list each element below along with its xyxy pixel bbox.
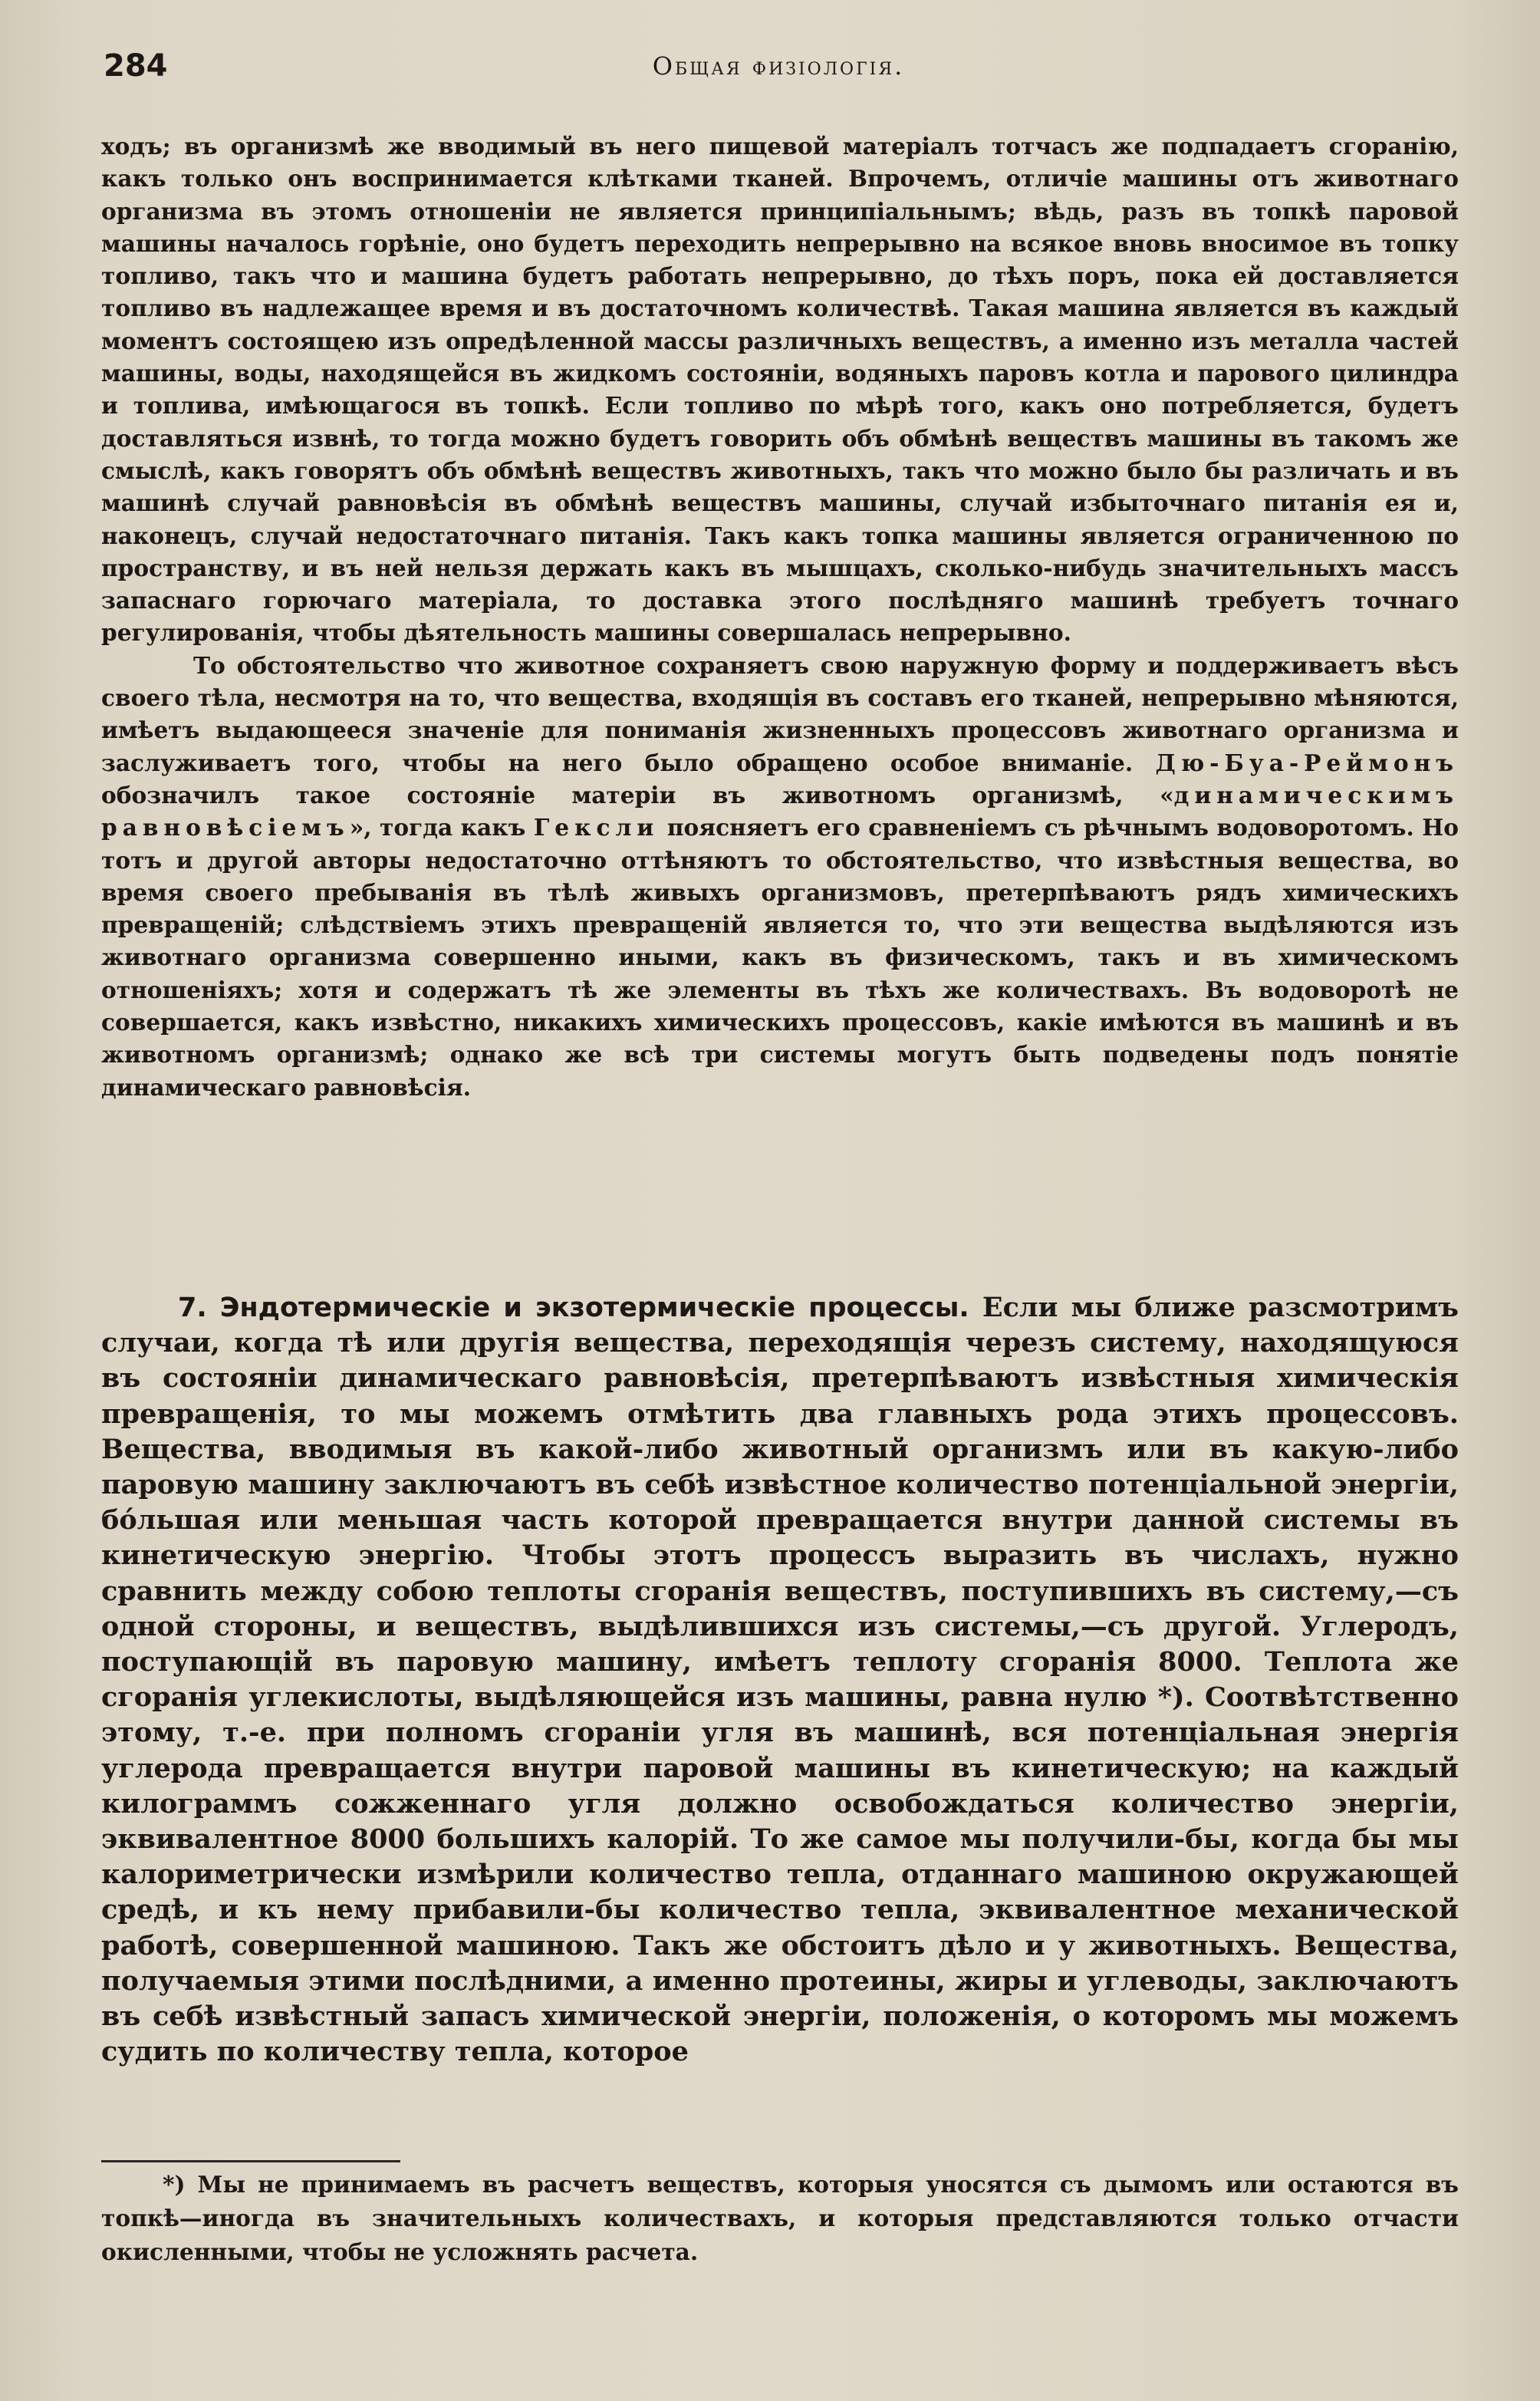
section-text: Если мы ближе разсмотримъ случаи, когда тѣ или другія вещества, переходящія черезъ систему, находящуюся въ состояніи динамическаго равновѣсія, претерпѣваютъ извѣстныя химическія превращенія, то мы можемъ отмѣтить два главныхъ рода этихъ процессовъ. Вещества, вводимыя въ какой-либо животный организмъ или въ какую-либо паровую машину заключаютъ въ себѣ извѣстное количество потенціальной энергіи, бóльшая или меньшая часть которой превращается внутри данной системы въ кинетическую энергію. Чтобы этотъ процессъ выразить въ числахъ, нужно сравнить между собою теплоты сгоранія веществъ, поступившихъ въ систему,—съ одной стороны, и веществъ, выдѣлившихся изъ системы,—съ другой. Углеродъ, поступающій въ паровую машину, имѣетъ теплоту сгоранія 8000. Теплота же сгоранія углекислоты, выдѣляющейся изъ машины, равна нулю *). Соотвѣтственно этому, т.-е. при полномъ сгораніи угля въ машинѣ, вся потенціальная энергія углерода превращается внутри паровой машины въ кинетическую; на каждый килограммъ сожженнаго угля должно освобождаться количество энергіи, эквивалентное 8000 большихъ калорій. То же самое мы получили-бы, когда бы мы калориметрически измѣрили количество тепла, отданнаго машиною окружающей средѣ, и къ нему прибавили-бы количество тепла, эквивалентное механической работѣ, совершенной машиною. Такъ же обстоитъ дѣло и у животныхъ. Вещества, получаемыя этими послѣдними, а именно протеины, жиры и углеводы, заключаютъ въ себѣ извѣстный запасъ химической энергіи, положенія, о которомъ мы можемъ судить по количеству тепла, которое — [101, 1292, 1459, 2068]
page-header — [100, 42, 1457, 96]
paragraph-text: обозначилъ такое состояніе матеріи въ животномъ организмѣ, « — [101, 781, 1174, 809]
upper-text-block — [101, 130, 1459, 1104]
page-number: 284 — [104, 48, 168, 84]
section-7-paragraph — [101, 1290, 1459, 2070]
footnote-text: *) Мы не принимаемъ въ расчетъ веществъ, которыя уносятся съ дымомъ или остаются въ топкѣ—иногда въ значительныхъ количествахъ, и которыя представляются только отчасти окисленными, чтобы не усложнять расчета. — [101, 2171, 1459, 2265]
emphasized-term: динамическимъ равновѣсіемъ — [101, 781, 1459, 842]
footnote — [101, 2168, 1459, 2269]
author-name: Дю-Буа-Реймонъ — [1155, 749, 1459, 776]
footnote-rule — [101, 2160, 400, 2162]
author-name: Гексли — [533, 814, 660, 842]
section-7-block — [101, 1290, 1459, 2070]
section-heading: 7. Эндотермическіе и экзотермическіе процессы. — [178, 1293, 969, 1323]
running-title: Общая физіологія. — [652, 51, 905, 81]
paragraph-machine-comparison: ходъ; въ организмѣ же вводимый въ него пищевой матеріалъ тотчасъ же подпадаетъ сгоранію, какъ только онъ воспринимается клѣтками тканей. Впрочемъ, отличіе машины отъ животнаго организма въ этомъ отношеніи не является принципіальнымъ; вѣдь, разъ въ топкѣ паровой машины началось горѣніе, оно будетъ переходить непрерывно на всякое вновь вносимое въ топку топливо, такъ что и машина будетъ работать непрерывно, до тѣхъ поръ, пока ей доставляется топливо въ надлежащее время и въ достаточномъ количествѣ. Такая машина является въ каждый моментъ состоящею изъ опредѣленной массы различныхъ веществъ, а именно изъ металла частей машины, воды, находящейся въ жидкомъ состояніи, водяныхъ паровъ котла и парового цилиндра и топлива, имѣющагося въ топкѣ. Если топливо по мѣрѣ того, какъ оно потребляется, будетъ доставляться извнѣ, то тогда можно будетъ говорить объ обмѣнѣ веществъ машины въ такомъ же смыслѣ, какъ говорятъ объ обмѣнѣ веществъ животныхъ, такъ что можно было бы различать и въ машинѣ случай равновѣсія въ обмѣнѣ веществъ машины, случай избыточнаго питанія ея и, наконецъ, случай недостаточнаго питанія. Такъ какъ топка машины является ограниченною по пространству, и въ ней нельзя держать какъ въ мышцахъ, сколько-нибудь значительныхъ массъ запаснаго горючаго матеріала, то доставка этого послѣдняго машинѣ требуетъ точнаго регулированія, чтобы дѣятельность машины совершалась непрерывно. — [101, 133, 1459, 647]
paragraph-text: То обстоятельство что животное сохраняетъ свою наружную форму и поддерживаетъ вѣсъ своего тѣла, несмотря на то, что вещества, входящія въ составъ его тканей, непрерывно мѣняются, имѣетъ выдающееся значеніе для пониманія жизненныхъ процессовъ животнаго организма и заслуживаетъ того, чтобы на него было обращено особое вниманіе. — [101, 651, 1459, 776]
paragraph-dynamic-equilibrium — [101, 650, 1459, 1104]
paragraph-text: поясняетъ его сравненіемъ съ рѣчнымъ водоворотомъ. Но тотъ и другой авторы недостаточно оттѣняютъ то обстоятельство, что извѣстныя вещества, во время своего пребыванія въ тѣлѣ живыхъ организмовъ, претерпѣваютъ рядъ химическихъ превращеній; слѣдствіемъ этихъ превращеній является то, что эти вещества выдѣляются изъ животнаго организма совершенно иными, какъ въ физическомъ, такъ и въ химическомъ отношеніяхъ; хотя и содержатъ тѣ же элементы въ тѣхъ же количествахъ. Въ водоворотѣ не совершается, какъ извѣстно, никакихъ химическихъ процессовъ, какіе имѣются въ машинѣ и въ животномъ организмѣ; однако же всѣ три системы могутъ быть подведены подъ понятіе динамическаго равновѣсія. — [101, 814, 1459, 1101]
paragraph-text: », тогда какъ — [349, 814, 526, 842]
